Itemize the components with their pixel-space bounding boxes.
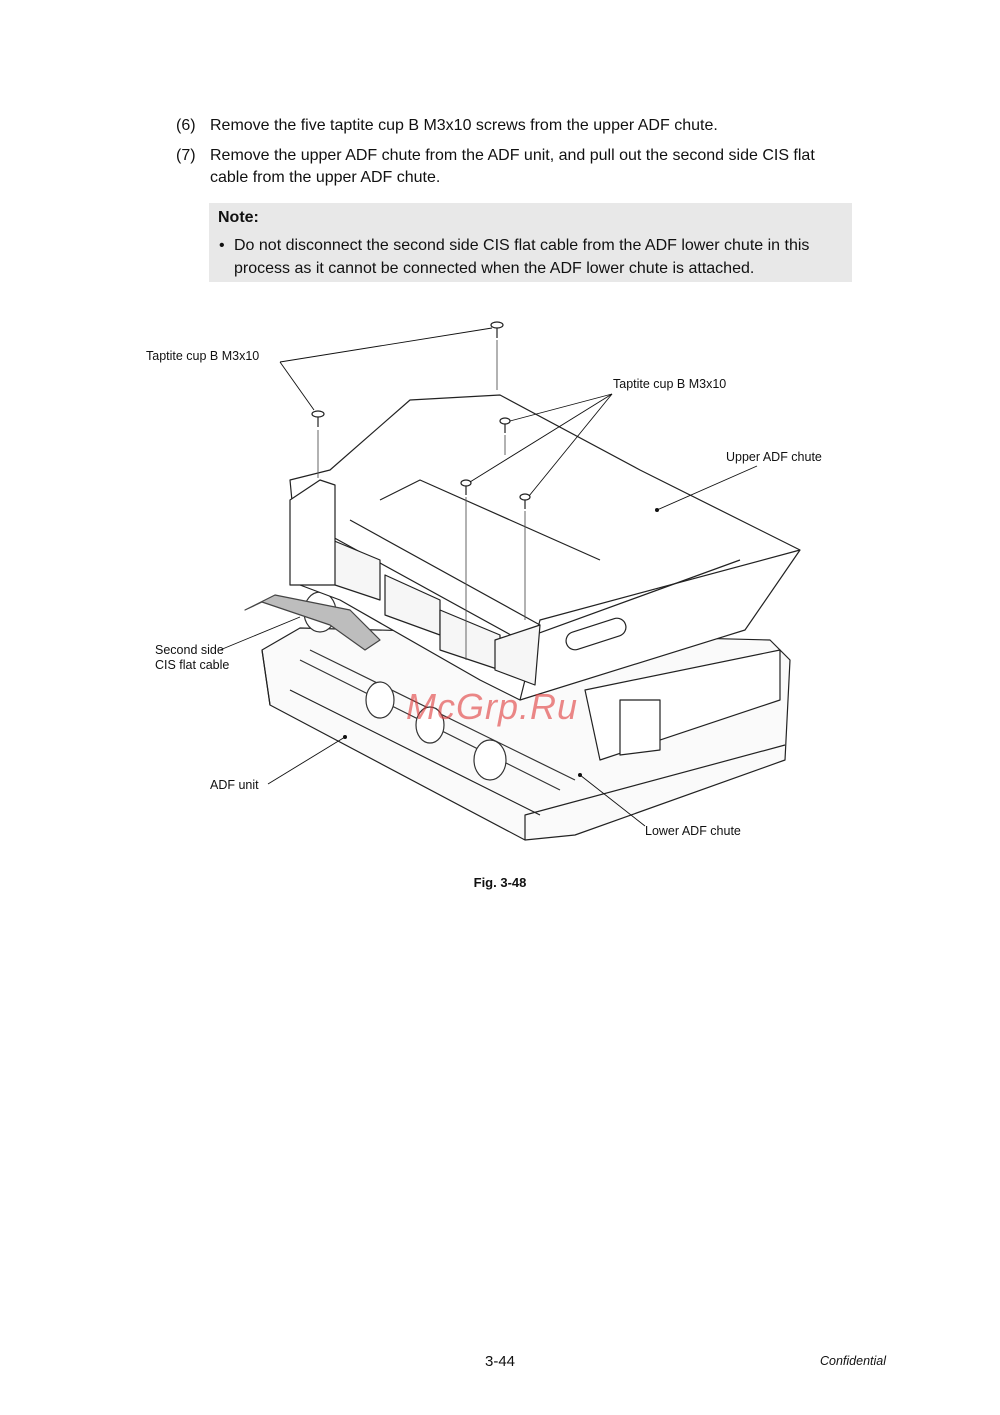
step-7 xyxy=(176,145,850,189)
callout-cable-line2: CIS flat cable xyxy=(155,658,230,672)
note-bullet xyxy=(219,234,844,280)
step-number: (7) xyxy=(176,147,196,164)
callout-upper-chute: Upper ADF chute xyxy=(726,450,822,464)
step-text: Remove the upper ADF chute from the ADF unit, and pull out the second side CIS flat cable from the upper ADF chute. xyxy=(210,147,815,186)
callout-adf-unit: ADF unit xyxy=(210,778,259,792)
note-text: Do not disconnect the second side CIS flat cable from the ADF lower chute in this process as it cannot be connected when the ADF lower chute is attached. xyxy=(234,237,810,277)
adf-figure xyxy=(0,300,1000,870)
callout-cable xyxy=(155,643,229,673)
step-text: Remove the five taptite cup B M3x10 screws from the upper ADF chute. xyxy=(210,117,718,134)
callout-lower-chute: Lower ADF chute xyxy=(645,824,741,838)
confidential-label: Confidential xyxy=(819,1354,886,1368)
note-box xyxy=(209,203,852,282)
watermark: McGrp.Ru xyxy=(406,686,579,727)
figure-caption: Fig. 3-48 xyxy=(473,875,527,890)
note-title: Note: xyxy=(218,209,259,226)
step-6 xyxy=(176,115,850,137)
page-number: 3-44 xyxy=(484,1353,516,1370)
step-number: (6) xyxy=(176,117,196,134)
callout-cable-line1: Second side xyxy=(155,643,224,657)
bullet-icon: • xyxy=(219,237,225,254)
callout-taptite-left: Taptite cup B M3x10 xyxy=(146,349,260,363)
callout-taptite-right: Taptite cup B M3x10 xyxy=(613,377,727,391)
